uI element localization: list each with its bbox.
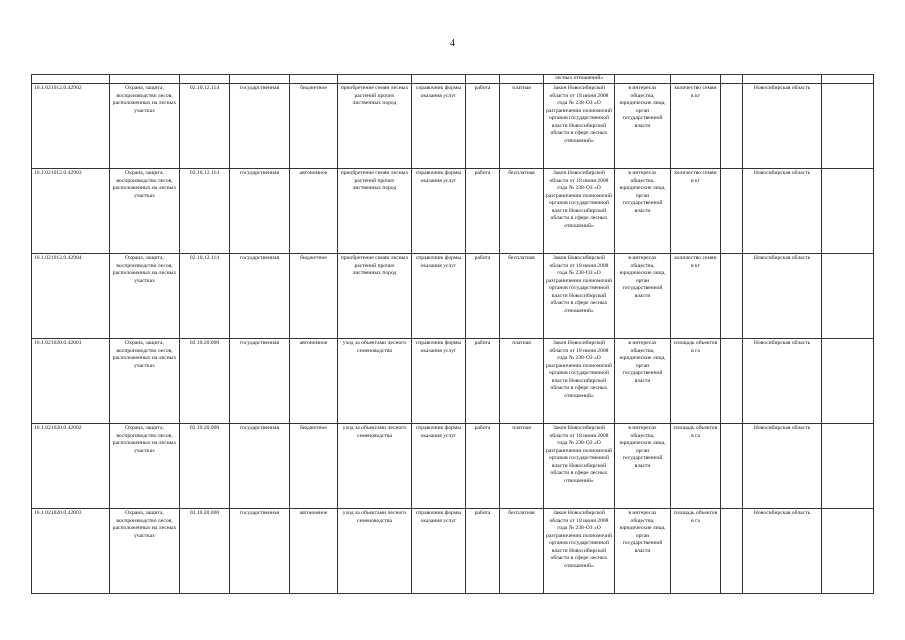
service-name: Охрана, защита, воспроизводство лесов, расположенных на лесных участках	[110, 254, 180, 339]
table-cell	[822, 75, 874, 84]
okved-code: 02.10.20.000	[180, 339, 230, 424]
work-content: приобретение семян лесных растений прочих лиственных пород	[338, 254, 412, 339]
table-cell	[466, 75, 500, 84]
payment-type: платная	[500, 84, 544, 169]
work-content: приобретение семян лесных растений прочих лиственных пород	[338, 169, 412, 254]
service-name: Охрана, защита, воспроизводство лесов, расположенных на лесных участках	[110, 169, 180, 254]
registry-code: 16.1.021012.0.42902	[32, 84, 110, 169]
payment-type: платная	[500, 424, 544, 509]
table-cell	[32, 75, 110, 84]
registry-code: 16.1.021012.0.42904	[32, 254, 110, 339]
institution-type: бюджетное	[290, 84, 338, 169]
form-reference: справочник формы оказания услуг	[412, 254, 466, 339]
empty-cell	[822, 254, 874, 339]
form-reference: справочник формы оказания услуг	[412, 169, 466, 254]
empty-cell	[822, 424, 874, 509]
empty-cell	[822, 339, 874, 424]
institution-type: бюджетное	[290, 424, 338, 509]
category: работа	[466, 424, 500, 509]
table-row	[32, 84, 874, 169]
table-cell	[230, 75, 290, 84]
empty-cell	[822, 509, 874, 594]
region: Новосибирская область	[743, 509, 822, 594]
table-cell	[721, 75, 743, 84]
institution-type: автономное	[290, 169, 338, 254]
okved-code: 02.10.12.114	[180, 169, 230, 254]
institution-kind: государственная	[230, 339, 290, 424]
table-cell	[290, 75, 338, 84]
indicator: площадь объектов в га	[671, 509, 721, 594]
institution-kind: государственная	[230, 254, 290, 339]
form-reference: справочник формы оказания услуг	[412, 509, 466, 594]
okved-code: 02.10.20.000	[180, 424, 230, 509]
table-cell	[412, 75, 466, 84]
table-cell	[338, 75, 412, 84]
empty-cell	[721, 84, 743, 169]
empty-cell	[721, 254, 743, 339]
table-row	[32, 254, 874, 339]
service-name: Охрана, защита, воспроизводство лесов, расположенных на лесных участках	[110, 509, 180, 594]
legal-basis: Закон Новосибирской области от 18 июня 2008 года № 238-ОЗ «О разграничении полномочий органов государственной власти Новосибирской области в сфере лесных отношений»	[544, 339, 615, 424]
empty-cell	[721, 424, 743, 509]
table-cell	[743, 75, 822, 84]
legal-basis: Закон Новосибирской области от 18 июня 2008 года № 238-ОЗ «О разграничении полномочий органов государственной власти Новосибирской области в сфере лесных отношений»	[544, 254, 615, 339]
service-name: Охрана, защита, воспроизводство лесов, расположенных на лесных участках	[110, 84, 180, 169]
consumers: в интересах общества, юридические лица, орган государственной власти	[615, 254, 671, 339]
payment-type: бесплатная	[500, 254, 544, 339]
form-reference: справочник формы оказания услуг	[412, 424, 466, 509]
consumers: в интересах общества, юридические лица, орган государственной власти	[615, 339, 671, 424]
category: работа	[466, 509, 500, 594]
page-number: 4	[450, 38, 455, 49]
empty-cell	[721, 169, 743, 254]
category: работа	[466, 339, 500, 424]
payment-type: платная	[500, 339, 544, 424]
table-cell	[615, 75, 671, 84]
okved-code: 02.10.12.114	[180, 84, 230, 169]
work-content: уход за объектами лесного семеноводства	[338, 339, 412, 424]
form-reference: справочник формы оказания услуг	[412, 339, 466, 424]
institution-type: бюджетное	[290, 254, 338, 339]
region: Новосибирская область	[743, 339, 822, 424]
consumers: в интересах общества, юридические лица, орган государственной власти	[615, 169, 671, 254]
legal-basis: Закон Новосибирской области от 18 июня 2008 года № 238-ОЗ «О разграничении полномочий органов государственной власти Новосибирской области в сфере лесных отношений»	[544, 84, 615, 169]
empty-cell	[822, 84, 874, 169]
indicator: количество семян в кг	[671, 84, 721, 169]
institution-kind: государственная	[230, 424, 290, 509]
region: Новосибирская область	[743, 169, 822, 254]
service-name: Охрана, защита, воспроизводство лесов, расположенных на лесных участках	[110, 339, 180, 424]
category: работа	[466, 169, 500, 254]
table-row	[32, 169, 874, 254]
table-cell	[500, 75, 544, 84]
registry-code: 16.1.021020.0.42002	[32, 424, 110, 509]
okved-code: 02.10.12.114	[180, 254, 230, 339]
registry-code: 16.1.021012.0.42903	[32, 169, 110, 254]
category: работа	[466, 254, 500, 339]
consumers: в интересах общества, юридические лица, орган государственной власти	[615, 509, 671, 594]
okved-code: 02.10.20.000	[180, 509, 230, 594]
table-row	[32, 339, 874, 424]
work-content: уход за объектами лесного семеноводства	[338, 424, 412, 509]
payment-type: бесплатная	[500, 509, 544, 594]
table-cell	[180, 75, 230, 84]
institution-kind: государственная	[230, 169, 290, 254]
legal-basis: Закон Новосибирской области от 18 июня 2008 года № 238-ОЗ «О разграничении полномочий органов государственной власти Новосибирской области в сфере лесных отношений»	[544, 424, 615, 509]
empty-cell	[721, 339, 743, 424]
consumers: в интересах общества, юридические лица, орган государственной власти	[615, 424, 671, 509]
table-cell	[110, 75, 180, 84]
continuation-text: лесных отношений»	[544, 75, 615, 84]
registry-code: 16.1.021020.0.42003	[32, 509, 110, 594]
table-cell	[671, 75, 721, 84]
region: Новосибирская область	[743, 424, 822, 509]
institution-kind: государственная	[230, 84, 290, 169]
indicator: площадь объектов в га	[671, 339, 721, 424]
table-row	[32, 424, 874, 509]
region: Новосибирская область	[743, 254, 822, 339]
work-content: приобретение семян лесных растений прочих лиственных пород	[338, 84, 412, 169]
service-name: Охрана, защита, воспроизводство лесов, расположенных на лесных участках	[110, 424, 180, 509]
empty-cell	[822, 169, 874, 254]
consumers: в интересах общества, юридические лица, орган государственной власти	[615, 84, 671, 169]
institution-type: автономное	[290, 339, 338, 424]
region: Новосибирская область	[743, 84, 822, 169]
legal-basis: Закон Новосибирской области от 18 июня 2008 года № 238-ОЗ «О разграничении полномочий органов государственной власти Новосибирской области в сфере лесных отношений»	[544, 509, 615, 594]
institution-kind: государственная	[230, 509, 290, 594]
indicator: количество семян в кг	[671, 169, 721, 254]
form-reference: справочник формы оказания услуг	[412, 84, 466, 169]
table-row	[32, 509, 874, 594]
category: работа	[466, 84, 500, 169]
indicator: площадь объектов в га	[671, 424, 721, 509]
empty-cell	[721, 509, 743, 594]
indicator: количество семян в кг	[671, 254, 721, 339]
institution-type: автономное	[290, 509, 338, 594]
payment-type: бесплатная	[500, 169, 544, 254]
registry-table	[31, 74, 874, 594]
legal-basis: Закон Новосибирской области от 18 июня 2008 года № 238-ОЗ «О разграничении полномочий органов государственной власти Новосибирской области в сфере лесных отношений»	[544, 169, 615, 254]
registry-code: 16.1.021020.0.42001	[32, 339, 110, 424]
continuation-row	[32, 75, 874, 84]
work-content: уход за объектами лесного семеноводства	[338, 509, 412, 594]
